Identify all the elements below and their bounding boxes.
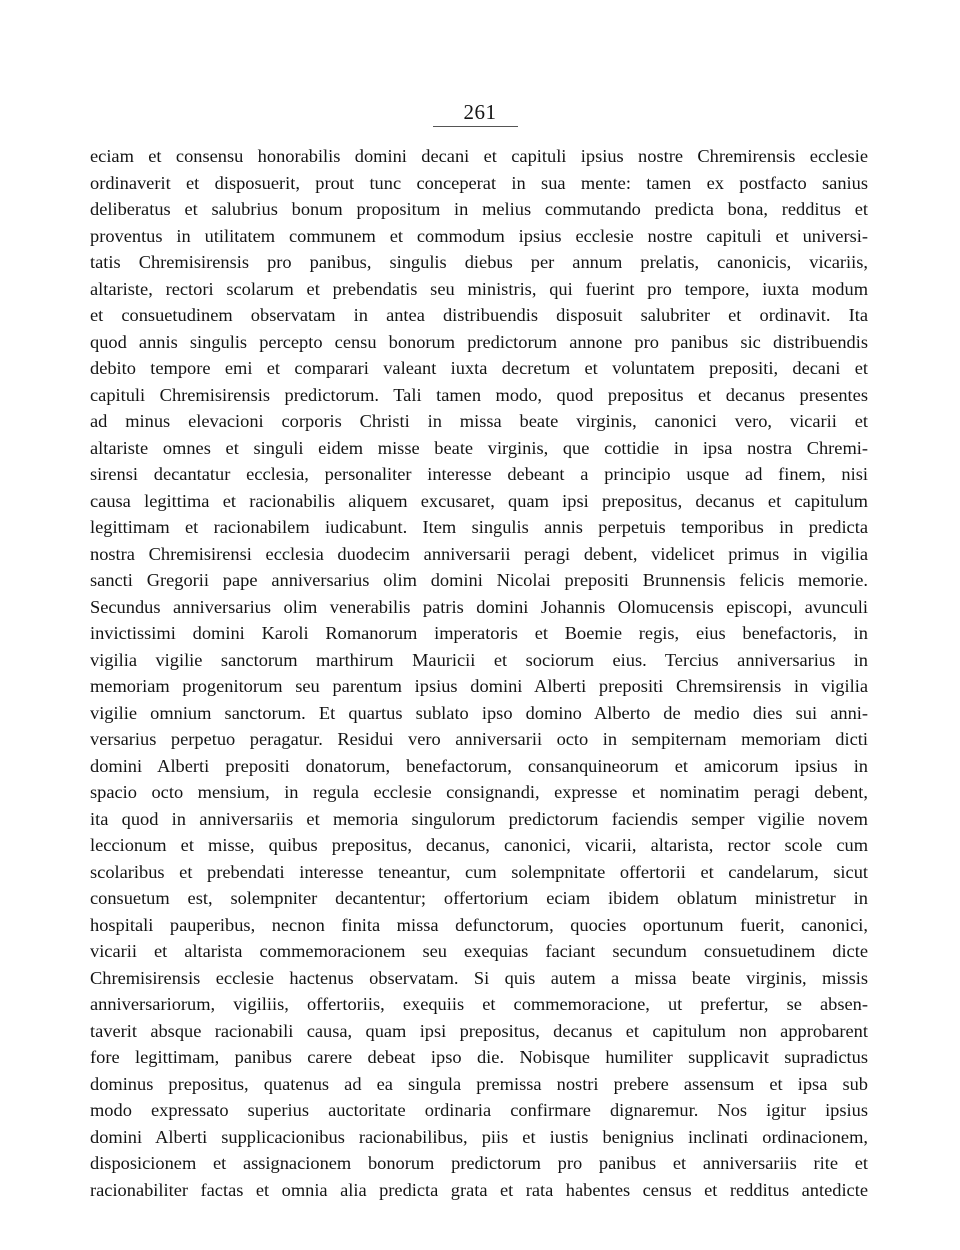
text-line: capituli Chremisirensis predictorum. Tali tamen modo, quod prepositus et decanus presentes — [90, 384, 868, 405]
text-line: vicarii et altarista commemoracionem seu exequias faciant secundum consuetudinem dicte — [90, 941, 868, 961]
text-line: racionabiliter factas et omnia alia predicta grata et rata habentes census et redditus antedicte — [90, 1179, 868, 1200]
text-line: vigilia vigilie sanctorum marthirum Mauricii et sociorum eius. Tercius anniversarius in — [90, 649, 868, 670]
text-line: dominus prepositus, quatenus ad ea singula premissa nostri prebere assensum et ipsa sub — [90, 1073, 868, 1094]
text-line: fore legittimam, panibus carere debeat ipso die. Nobisque humiliter supplicavit supradictus — [90, 1047, 868, 1067]
text-line: vigilie omnium sanctorum. Et quartus sublato ipso domino Alberto de medio dies sui anni- — [90, 702, 868, 723]
text-line: ita quod in anniversariis et memoria singulorum predictorum faciendis semper vigilie novem — [90, 808, 868, 829]
text-line: scolaribus et prebendati interesse teneantur, cum solempnitate offertorii et candelarum, sicut — [90, 861, 868, 882]
text-line: taverit absque racionabili causa, quam ipsi prepositus, decanus et capitulum non approbarent — [90, 1020, 868, 1041]
body-text — [90, 143, 868, 1203]
page-number: 261 — [463, 100, 497, 124]
header-rule — [433, 126, 518, 127]
text-line: versarius perpetuo peragatur. Residui vero anniversarii octo in sempiternam memoriam dicti — [90, 729, 868, 749]
text-line: modo expressato superius auctoritate ordinaria confirmare dignaremur. Nos igitur ipsius — [90, 1100, 868, 1120]
text-line: ordinaverit et disposuerit, prout tunc conceperat in sua mente: tamen ex postfacto sanius — [90, 172, 868, 193]
text-line: sancti Gregorii pape anniversarius olim domini Nicolai prepositi Brunnensis felicis memorie. — [90, 570, 868, 590]
text-line: Chremisirensis ecclesie hactenus observatam. Si quis autem a missa beate virginis, missis — [90, 967, 868, 988]
text-line: altariste, rectori scolarum et prebendatis seu ministris, qui fuerint pro tempore, iuxta modum — [90, 278, 868, 299]
text-line: sirensi decantatur ecclesia, personaliter interesse debeant a principio usque ad finem, nisi — [90, 464, 868, 484]
text-line: invictissimi domini Karoli Romanorum imperatoris et Boemie regis, eius benefactoris, in — [90, 623, 868, 643]
text-line: anniversariorum, vigiliis, offertoriis, exequiis et commemoracione, ut prefertur, se absen- — [90, 994, 868, 1014]
text-line: memoriam progenitorum seu parentum ipsius domini Alberti prepositi Chremsirensis in vigilia — [90, 676, 868, 696]
text-line: hospitali pauperibus, necnon finita missa defunctorum, quocies oportunum fuerit, canonici, — [90, 914, 868, 935]
text-line: causa legittima et racionabilis aliquem excusaret, quam ipsi prepositus, decanus et capitulum — [90, 490, 868, 511]
text-line: deliberatus et salubrius bonum propositum in melius commutando predicta bona, redditus et — [90, 199, 868, 219]
text-line: debito tempore emi et comparari valeant iuxta decretum et voluntatem prepositi, decani et — [90, 358, 868, 378]
text-line: domini Alberti prepositi donatorum, benefactorum, consanquineorum et amicorum ipsius in — [90, 755, 868, 776]
text-line: ad minus elevacioni corporis Christi in missa beate virginis, canonici vero, vicarii et — [90, 411, 868, 431]
text-line: proventus in utilitatem communem et commodum ipsius ecclesie nostre capituli et universi- — [90, 225, 868, 246]
text-line: spacio octo mensium, in regula ecclesie consignandi, expresse et nominatim peragi debent, — [90, 782, 868, 802]
text-line: disposicionem et assignacionem bonorum predictorum pro panibus et anniversariis rite et — [90, 1153, 868, 1173]
text-line: leccionum et misse, quibus prepositus, decanus, canonici, vicarii, altarista, rector scole cum — [90, 835, 868, 855]
text-line: Secundus anniversarius olim venerabilis patris domini Johannis Olomucensis episcopi, avunculi — [90, 596, 868, 617]
text-line: nostra Chremisirensi ecclesia duodecim anniversarii peragi debent, videlicet primus in vigilia — [90, 543, 868, 564]
text-line: quod annis singulis percepto censu bonorum predictorum annone pro panibus sic distribuendis — [90, 331, 868, 352]
text-line: altariste omnes et singuli eidem misse beate virginis, que cottidie in ipsa nostra Chremi- — [90, 437, 868, 458]
text-line: eciam et consensu honorabilis domini decani et capituli ipsius nostre Chremirensis ecclesie — [90, 146, 868, 166]
text-line: legittimam et racionabilem iudicabunt. Item singulis annis perpetuis temporibus in predicta — [90, 517, 868, 537]
text-line: et consuetudinem observatam in antea distribuendis disposuit salubriter et ordinavit. Ita — [90, 305, 868, 325]
text-line: domini Alberti supplicacionibus racionabilibus, piis et iustis benignius inclinati ordinacionem, — [90, 1126, 868, 1147]
text-line: tatis Chremisirensis pro panibus, singulis diebus per annum prelatis, canonicis, vicariis, — [90, 252, 868, 272]
text-line: consuetum est, solempniter decantentur; offertorium eciam ibidem oblatum ministretur in — [90, 888, 868, 908]
